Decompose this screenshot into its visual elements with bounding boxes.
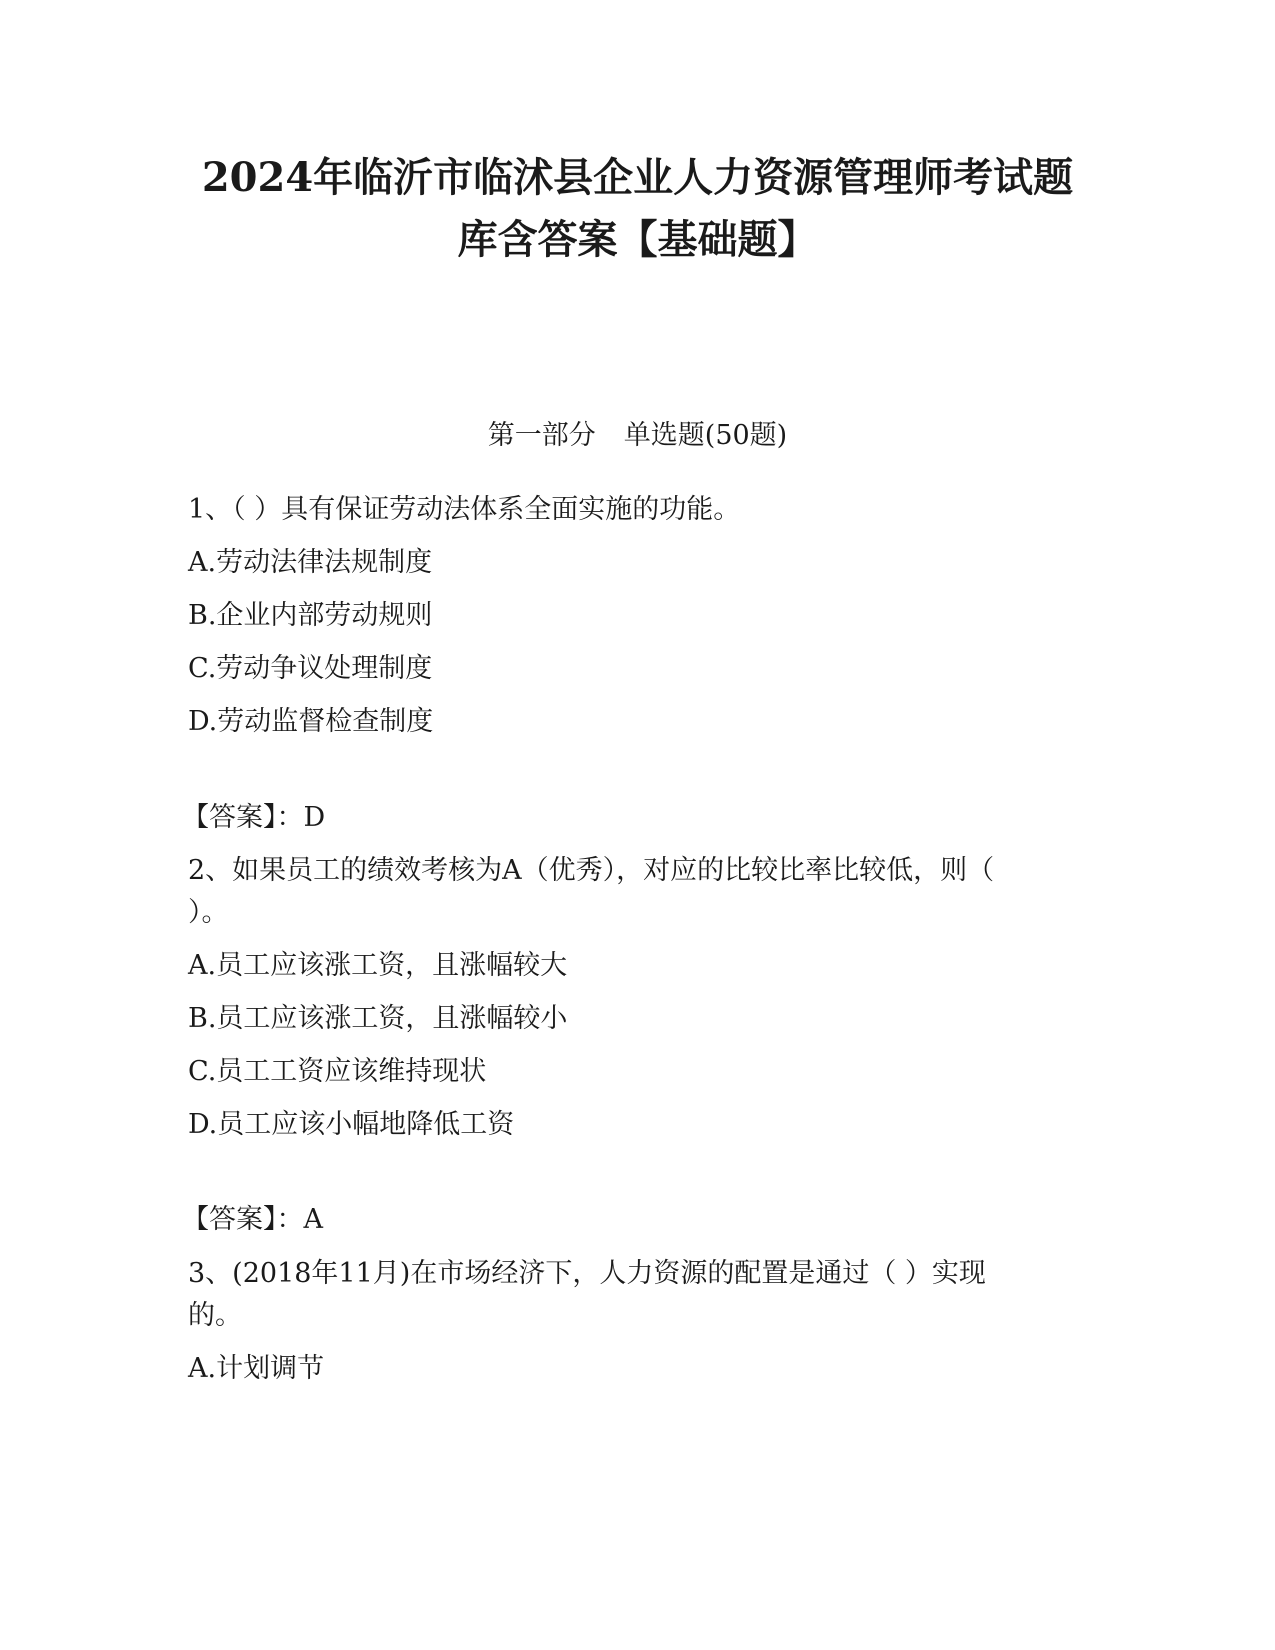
question-1-option-a: A.劳动法律法规制度	[188, 547, 433, 578]
question-1-answer: 【答案】：D	[182, 802, 326, 833]
question-1-stem: 1、（ ）具有保证劳动法体系全面实施的功能。	[188, 494, 741, 525]
question-2-option-b: B.员工应该涨工资，且涨幅较小	[188, 1003, 568, 1034]
section-name: 单选题(50题)	[623, 420, 788, 451]
question-1-option-c: C.劳动争议处理制度	[188, 653, 433, 684]
question-1-option-d: D.劳动监督检查制度	[188, 706, 434, 737]
question-2-option-c: C.员工工资应该维持现状	[188, 1056, 487, 1087]
section-heading	[0, 418, 1275, 454]
question-2-option-a: A.员工应该涨工资，且涨幅较大	[188, 950, 568, 981]
question-2-stem-line-1: 2、如果员工的绩效考核为A（优秀），对应的比较比率比较低，则（	[188, 855, 995, 886]
question-3-option-a: A.计划调节	[188, 1353, 325, 1384]
section-part: 第一部分	[487, 420, 596, 451]
question-1-option-b: B.企业内部劳动规则	[188, 600, 433, 631]
document-title-line-1: 2024年临沂市临沭县企业人力资源管理师考试题	[201, 154, 1074, 201]
document-title-line-2: 库含答案【基础题】	[457, 216, 818, 263]
question-2-answer: 【答案】：A	[182, 1204, 323, 1235]
question-3-stem-line-1: 3、(2018年11月)在市场经济下，人力资源的配置是通过（ ）实现	[188, 1258, 986, 1289]
question-2-option-d: D.员工应该小幅地降低工资	[188, 1109, 515, 1140]
question-3-stem-line-2: 的。	[188, 1300, 242, 1331]
question-2-stem-line-2: ）。	[188, 897, 229, 928]
